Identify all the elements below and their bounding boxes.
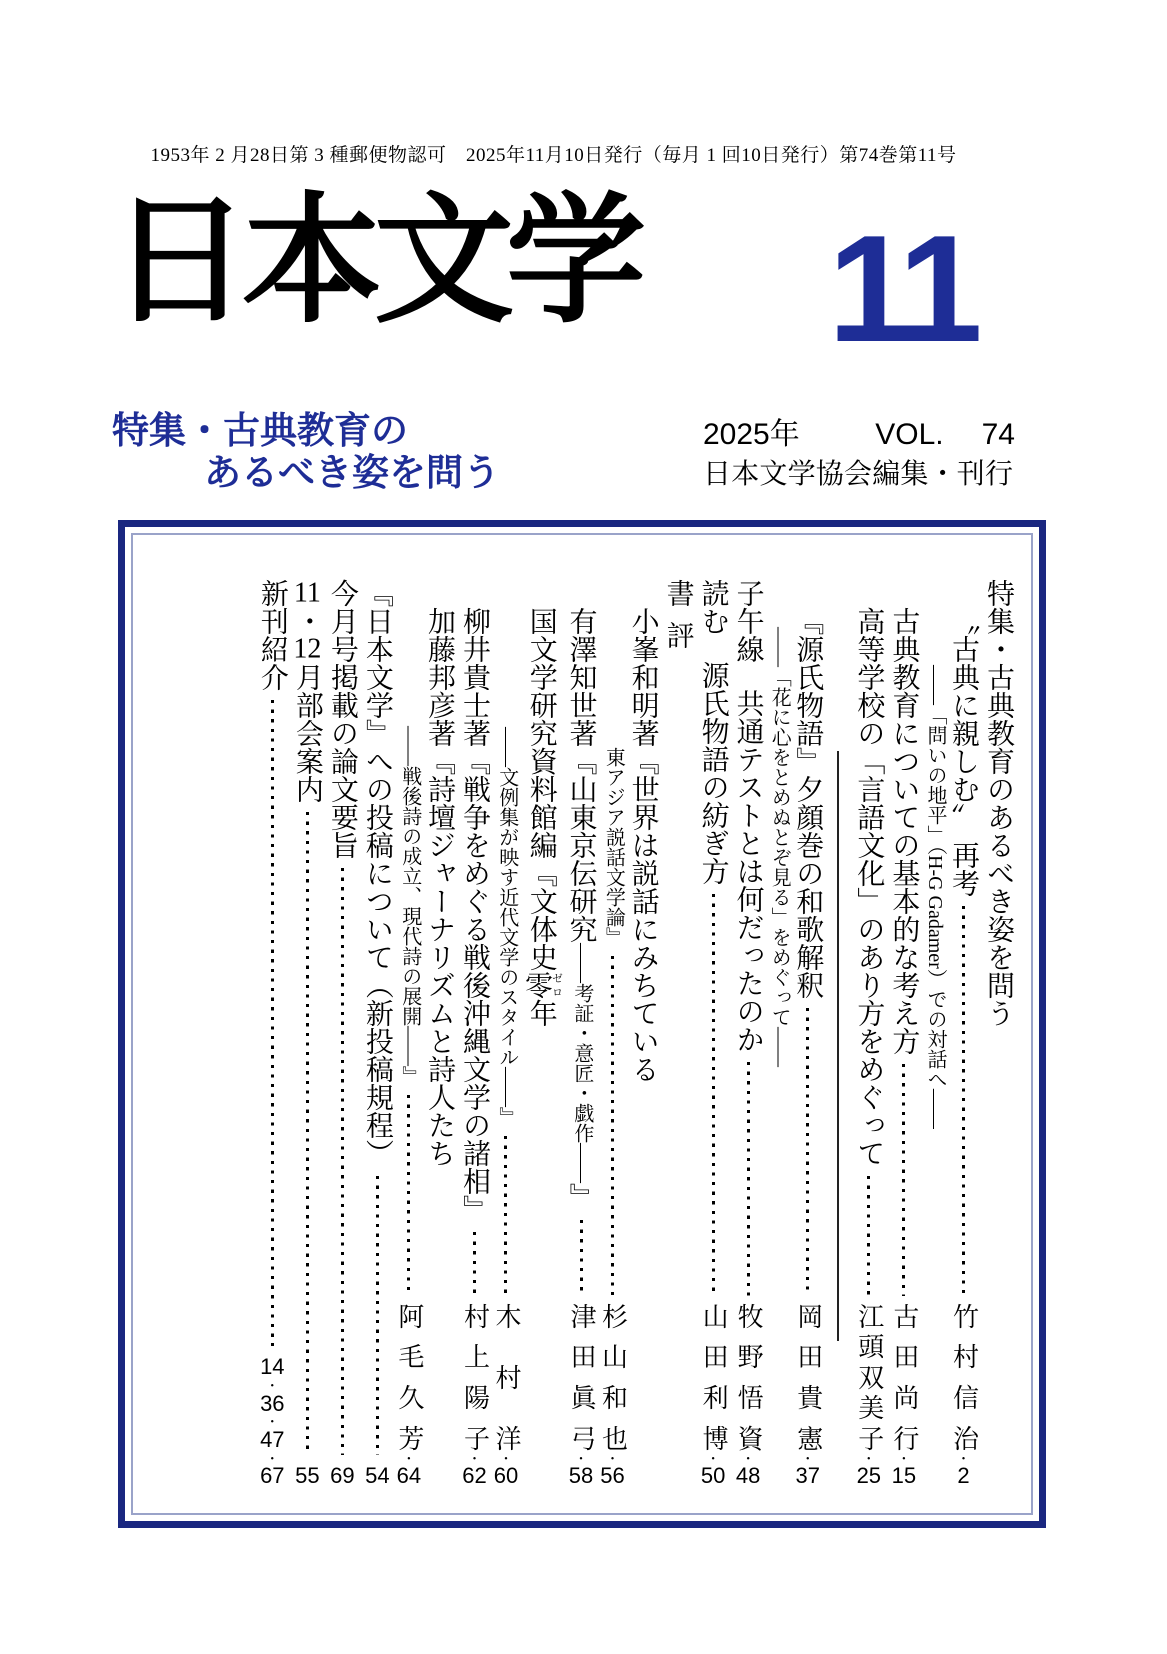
toc-author: 津 田 眞 弓 <box>567 1302 597 1451</box>
toc-author: 山 田 利 博 <box>699 1302 729 1451</box>
magazine-title: 日本文学 <box>110 185 639 340</box>
toc-line <box>791 579 824 1489</box>
toc-text: ・ <box>291 607 323 635</box>
page-number: 36 <box>260 1390 285 1416</box>
toc-line <box>627 579 660 1489</box>
toc-page-number <box>956 1450 970 1489</box>
toc <box>145 579 1017 1489</box>
toc-line <box>361 579 394 1489</box>
page-separator-dot: ・ <box>467 1450 481 1466</box>
page-number: 15 <box>891 1463 917 1489</box>
dotted-leader <box>504 1136 507 1296</box>
volume-number: 74 <box>981 418 1015 451</box>
page-number: 37 <box>795 1463 821 1489</box>
toc-text: 今月号掲載の論文要旨 <box>326 579 358 859</box>
dotted-leader <box>407 1095 410 1296</box>
page-separator-dot: ・ <box>862 1450 876 1466</box>
toc-line <box>982 579 1015 1489</box>
toc-text: 12 <box>293 635 322 663</box>
toc-entry <box>767 579 825 1489</box>
toc-text: 高等学校の「言語文化」のあり方をめぐって <box>853 607 885 1167</box>
toc-text: ――考証・意匠・戯作―― <box>570 943 593 1183</box>
toc-page-number <box>295 1464 319 1489</box>
issue-number: 11 <box>828 204 977 374</box>
publication-volume-row <box>703 418 1015 451</box>
toc-text: 小峯和明著『世界は説話にみちている <box>627 607 659 1083</box>
toc-page-number <box>365 1464 389 1489</box>
toc-text: 『源氏物語』夕顔巻の和歌解釈 <box>792 607 824 999</box>
page-separator-dot: ・ <box>574 1450 588 1466</box>
postal-approval-line: 1953年 2 月28日第 3 種郵便物認可 2025年11月10日発行（毎月 1 回10日発行）第74巻第11号 <box>150 145 957 166</box>
toc-author: 村 上 陽 子 <box>460 1302 490 1451</box>
toc-author: 古 田 尚 行 <box>889 1302 919 1451</box>
toc-page-number <box>330 1464 354 1489</box>
toc-entry <box>697 579 730 1489</box>
dotted-leader <box>867 1176 870 1296</box>
feature-line2: あるべき姿を問う <box>204 451 500 493</box>
toc-text: 零ゼロ <box>521 971 563 999</box>
dotted-leader <box>902 1064 905 1296</box>
dotted-leader <box>376 1176 379 1455</box>
toc-entry <box>600 579 660 1489</box>
page-number: 54 <box>365 1463 390 1489</box>
volume-group <box>875 418 1015 451</box>
toc-text: ――戦後詩の成立、現代詩の展開――』 <box>398 726 421 1086</box>
toc-page-number <box>568 1450 594 1489</box>
toc-entry <box>396 579 456 1489</box>
toc-text: 月部会案内 <box>291 663 323 803</box>
page-number: 47 <box>260 1427 285 1453</box>
toc-page-number <box>856 1450 882 1489</box>
toc-text: 子午線 <box>732 579 764 663</box>
toc-line <box>458 579 491 1489</box>
page-separator-dot: ・ <box>499 1450 513 1466</box>
toc-page-number <box>462 1450 487 1489</box>
toc-section-heading <box>662 579 695 1489</box>
toc-page-number <box>396 1450 422 1489</box>
toc-text: 評 <box>662 621 694 649</box>
page-separator-dot: ・ <box>265 1450 279 1466</box>
toc-entry <box>458 579 491 1489</box>
toc-page-number <box>600 1450 625 1489</box>
toc-entry <box>256 579 289 1489</box>
toc-author: 江 頭 双 美 子 <box>854 1302 884 1451</box>
toc-entry <box>361 579 394 1489</box>
toc-section-heading <box>982 579 1015 1489</box>
dotted-leader <box>341 868 344 1455</box>
toc-line <box>922 579 946 1489</box>
toc-line <box>565 579 598 1489</box>
toc-text: ――「問いの地平」（H-G Gadamer）での対話へ―― <box>923 665 946 1129</box>
dotted-leader <box>712 894 715 1296</box>
page-separator-dot: ・ <box>741 1450 755 1466</box>
page-number: 69 <box>330 1463 355 1489</box>
toc-border-box <box>118 520 1046 1528</box>
toc-page-number <box>260 1355 284 1489</box>
toc-line <box>423 579 456 1489</box>
section-divider-rule <box>837 751 839 1341</box>
toc-page-number <box>493 1450 519 1489</box>
toc-author: 竹 村 信 治 <box>949 1302 979 1451</box>
page-number: 64 <box>396 1463 422 1489</box>
toc-text: 国文学研究資料館編『文体史 <box>525 607 557 971</box>
toc-line <box>947 579 980 1489</box>
page-separator-dot: ・ <box>956 1450 970 1466</box>
toc-author: 杉 山 和 也 <box>598 1302 628 1451</box>
toc-inner-frame <box>131 533 1033 1515</box>
toc-entry <box>493 579 563 1489</box>
toc-line <box>600 579 626 1489</box>
toc-text: 新刊紹介 <box>256 579 288 691</box>
toc-text: 東アジア説話文学論』 <box>602 747 625 947</box>
toc-line <box>520 579 563 1489</box>
toc-text: 特集・古典教育のあるべき姿を問う <box>983 579 1014 1027</box>
dotted-leader <box>962 906 965 1296</box>
toc-line <box>493 579 519 1489</box>
dotted-leader <box>747 1062 750 1296</box>
feature-line1: 特集・古典教育の <box>112 410 408 451</box>
dotted-leader <box>611 956 614 1296</box>
toc-author: 木 村 洋 <box>491 1302 521 1451</box>
page-separator-dot: ・ <box>265 1378 279 1394</box>
page-number: 48 <box>735 1463 761 1489</box>
page-separator-dot: ・ <box>706 1450 720 1466</box>
toc-text: ――「花に心をとめぬとぞ見る」をめぐって―― <box>768 627 791 1067</box>
toc-author: 阿 毛 久 芳 <box>394 1302 424 1451</box>
toc-line <box>852 579 885 1489</box>
toc-text: 源氏物語の紡ぎ方 <box>697 661 729 885</box>
page-number: 56 <box>600 1463 625 1489</box>
toc-line <box>887 579 920 1489</box>
toc-text: 有澤知世著『山東京伝研究 <box>565 607 597 943</box>
dotted-leader <box>473 1232 476 1296</box>
toc-entry <box>922 579 980 1489</box>
dotted-leader <box>806 1008 809 1296</box>
page-separator-dot: ・ <box>265 1414 279 1430</box>
toc-text: 〝古典に親しむ〟 <box>947 607 979 831</box>
toc-line <box>291 579 324 1489</box>
toc-text: 再考 <box>947 841 979 897</box>
page-number: 55 <box>295 1463 320 1489</box>
toc-text: 書 <box>662 579 694 607</box>
toc-page-number <box>891 1450 917 1489</box>
toc-line <box>662 579 695 1489</box>
toc-text: 『日本文学』への投稿について（新投稿規程） <box>361 579 393 1167</box>
toc-text: 』 <box>565 1183 597 1211</box>
toc-entry <box>852 579 885 1489</box>
toc-page-number <box>700 1450 726 1489</box>
page-number: 60 <box>493 1463 519 1489</box>
toc-entry <box>732 579 765 1489</box>
page-number: 14 <box>260 1354 285 1380</box>
page-number: 67 <box>260 1463 285 1489</box>
toc-text: 古典教育についての基本的な考え方 <box>888 607 920 1055</box>
page-number: 50 <box>700 1463 726 1489</box>
page-number: 25 <box>856 1463 882 1489</box>
toc-text: 11 <box>293 579 321 607</box>
publisher-line: 日本文学協会編集・刊行 <box>703 458 1014 489</box>
toc-text: 共通テストとは何だったのか <box>732 689 764 1053</box>
dotted-leader <box>306 812 309 1455</box>
toc-text: 柳井貴士著『戦争をめぐる戦後沖縄文学の諸相』 <box>458 607 490 1223</box>
toc-text: 年 <box>525 999 557 1027</box>
page-separator-dot: ・ <box>402 1450 416 1466</box>
toc-line <box>256 579 289 1489</box>
page-number: 58 <box>568 1463 594 1489</box>
toc-line <box>732 579 765 1489</box>
toc-author: 岡 田 貴 憲 <box>793 1302 823 1451</box>
page-number: 62 <box>462 1463 487 1489</box>
toc-page-number <box>735 1450 761 1489</box>
publication-info <box>703 418 1015 490</box>
toc-line <box>767 579 791 1489</box>
toc-entry <box>565 579 598 1489</box>
dotted-leader <box>580 1220 583 1296</box>
toc-line <box>396 579 422 1489</box>
toc-entry <box>887 579 920 1489</box>
toc-line <box>326 579 359 1489</box>
toc-text: ――文例集が映す近代文学のスタイル――』 <box>495 727 518 1127</box>
page-separator-dot: ・ <box>801 1450 815 1466</box>
page-number: 2 <box>957 1463 970 1489</box>
page-separator-dot: ・ <box>606 1450 620 1466</box>
publication-year: 2025年 <box>703 418 800 451</box>
toc-entry <box>291 579 324 1489</box>
dotted-leader <box>271 700 274 1346</box>
feature-headline <box>112 410 500 494</box>
page-separator-dot: ・ <box>897 1450 911 1466</box>
toc-text: 加藤邦彦著『詩壇ジャーナリズムと詩人たち <box>423 607 455 1167</box>
toc-page-number <box>795 1450 821 1489</box>
toc-author: 牧 野 悟 資 <box>734 1302 764 1451</box>
toc-entry <box>326 579 359 1489</box>
volume-label: VOL. <box>875 418 944 451</box>
toc-line <box>697 579 730 1489</box>
toc-text: 読む <box>697 579 729 635</box>
